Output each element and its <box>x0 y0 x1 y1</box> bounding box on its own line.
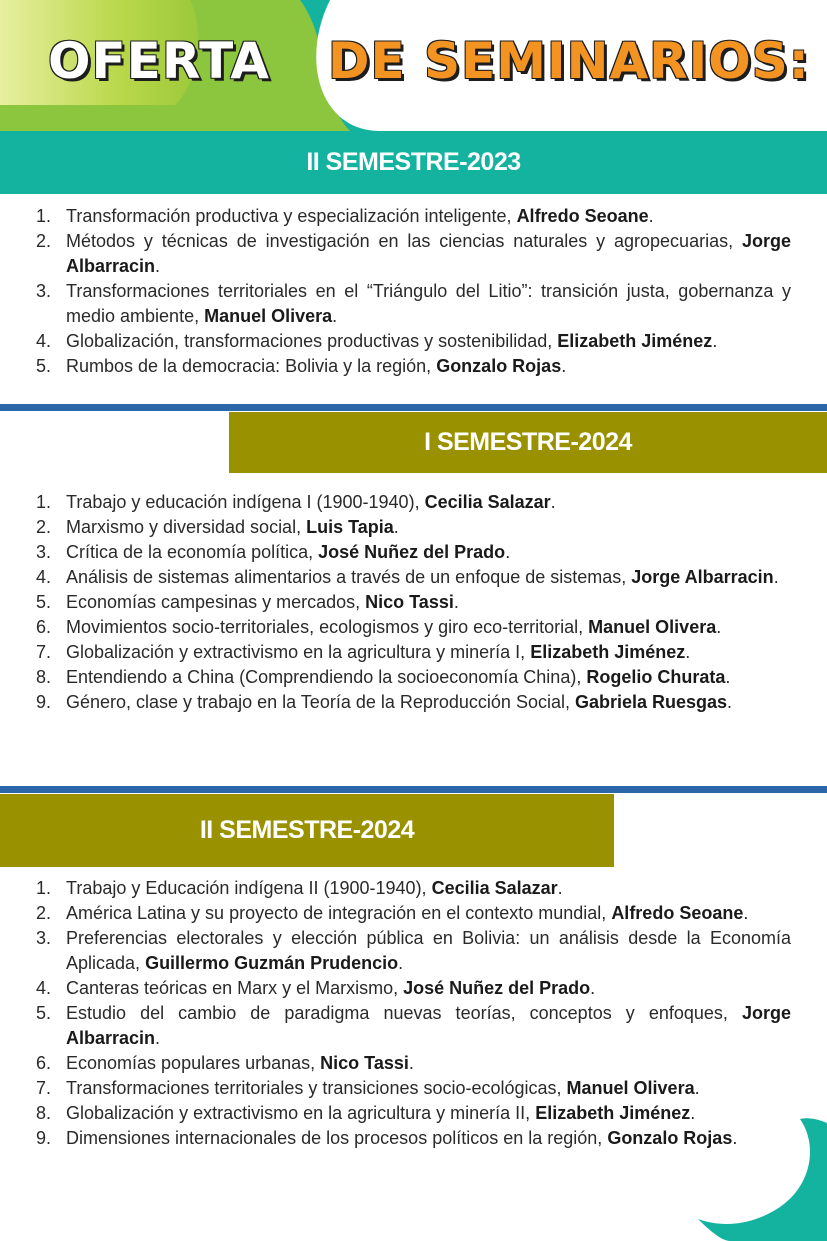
list-item: 1. Trabajo y Educación indígena II (1900-1940), Cecilia Salazar. <box>36 878 563 898</box>
list-item: 9. Género, clase y trabajo en la Teoría de la Reproducción Social, Gabriela Ruesgas. <box>36 692 733 712</box>
list-item: 2. Métodos y técnicas de investigación en las ciencias naturales y agropecuarias, Jorge Albarracin. <box>36 231 791 276</box>
list-item: 9. Dimensiones internacionales de los procesos políticos en la región, Gonzalo Rojas. <box>36 1128 738 1148</box>
list-item: 6. Movimientos socio-territoriales, ecologismos y giro eco-territorial, Manuel Olivera. <box>36 617 722 637</box>
list-item: 6. Economías populares urbanas, Nico Tassi. <box>36 1053 414 1073</box>
section-divider-1 <box>0 404 827 411</box>
list-item: 4. Globalización, transformaciones productivas y sostenibilidad, Elizabeth Jiménez. <box>36 331 718 351</box>
list-item: 3. Crítica de la economía política, José Nuñez del Prado. <box>36 542 511 562</box>
seminar-list-2 <box>36 490 791 715</box>
corner-swoosh-decoration <box>690 1115 827 1241</box>
list-item: 3. Preferencias electorales y elección pública en Bolivia: un análisis desde la Economía Aplicada, Guillermo Guzmán Prudencio. <box>36 928 791 973</box>
list-item: 5. Economías campesinas y mercados, Nico Tassi. <box>36 592 459 612</box>
list-item: 2. Marxismo y diversidad social, Luis Tapia. <box>36 517 399 537</box>
section-heading-2: I SEMESTRE-2024 <box>424 428 632 456</box>
seminar-list-3 <box>36 876 791 1151</box>
list-item: 4. Canteras teóricas en Marx y el Marxismo, José Nuñez del Prado. <box>36 978 596 998</box>
section-heading-1: II SEMESTRE-2023 <box>306 148 521 176</box>
section-heading-band-1 <box>0 131 827 194</box>
section-heading-band-2 <box>229 412 827 473</box>
list-item: 7. Transformaciones territoriales y transiciones socio-ecológicas, Manuel Olivera. <box>36 1078 700 1098</box>
list-item: 5. Rumbos de la democracia: Bolivia y la región, Gonzalo Rojas. <box>36 356 567 376</box>
title-part-seminarios: DE SEMINARIOS: <box>328 32 810 90</box>
section-heading-band-3 <box>0 794 614 867</box>
list-item: 1. Trabajo y educación indígena I (1900-1940), Cecilia Salazar. <box>36 492 556 512</box>
title-part-oferta: OFERTA <box>48 32 270 90</box>
section-divider-2 <box>0 786 827 793</box>
list-item: 8. Globalización y extractivismo en la agricultura y minería II, Elizabeth Jiménez. <box>36 1103 696 1123</box>
list-item: 4. Análisis de sistemas alimentarios a través de un enfoque de sistemas, Jorge Albarracin. <box>36 567 779 587</box>
seminar-list-1 <box>36 204 791 379</box>
list-item: 5. Estudio del cambio de paradigma nuevas teorías, conceptos y enfoques, Jorge Albarracin. <box>36 1003 791 1048</box>
list-item: 8. Entendiendo a China (Comprendiendo la socioeconomía China), Rogelio Churata. <box>36 667 731 687</box>
list-item: 2. América Latina y su proyecto de integración en el contexto mundial, Alfredo Seoane. <box>36 903 749 923</box>
list-item: 1. Transformación productiva y especialización inteligente, Alfredo Seoane. <box>36 206 654 226</box>
list-item: 7. Globalización y extractivismo en la agricultura y minería I, Elizabeth Jiménez. <box>36 642 691 662</box>
list-item: 3. Transformaciones territoriales en el “Triángulo del Litio”: transición justa, gobernanza y medio ambiente, Manuel Olivera. <box>36 281 791 326</box>
section-heading-3: II SEMESTRE-2024 <box>199 816 415 844</box>
